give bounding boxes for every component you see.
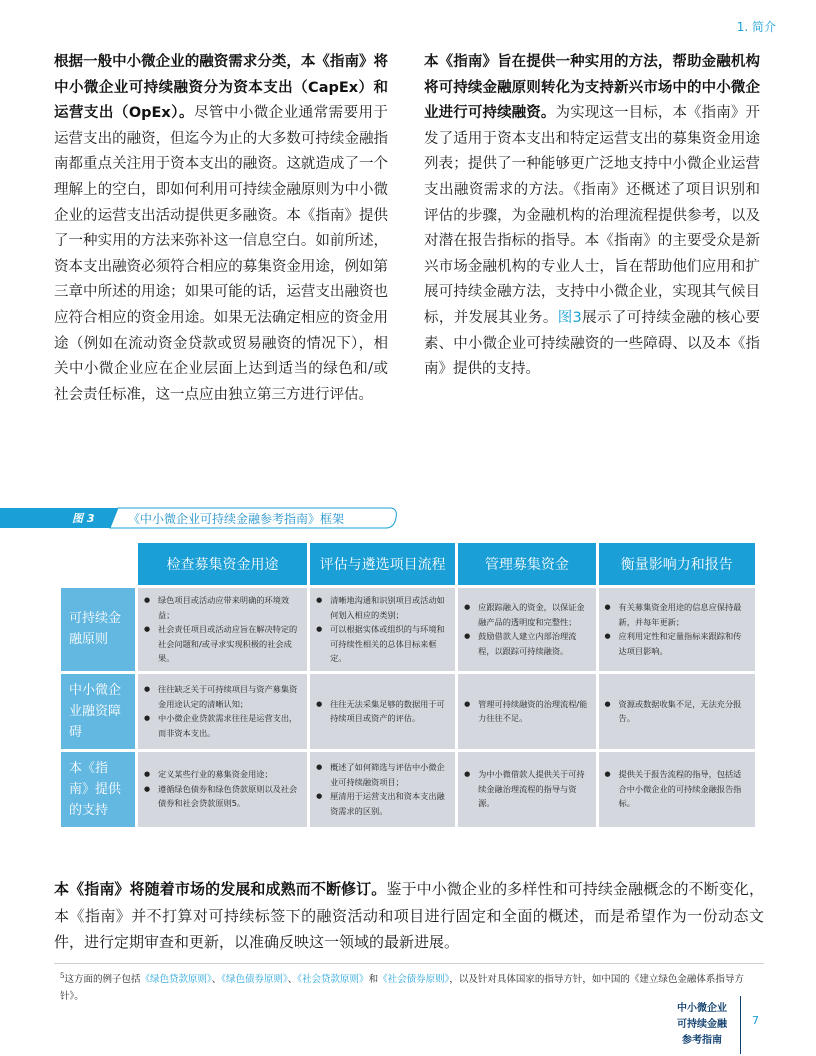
table-cell xyxy=(138,752,307,827)
bottom-lead-bold: 本《指南》将随着市场的发展和成熟而不断修订。 xyxy=(54,880,387,898)
list-item: ● 往往缺乏关于可持续项目与资产募集资金用途认定的清晰认知； xyxy=(158,682,301,711)
row-header-principles: 可持续金融原则 xyxy=(61,588,135,671)
right-lead-bold: 本《指南》旨在提供一种实用的方法，帮助金融机构将可持续金融原则转化为支持新兴市场中的中小微企业进行可持续融资。 xyxy=(424,54,760,122)
list-item: ● 应利用定性和定量指标来跟踪和传达项目影响。 xyxy=(619,629,749,658)
right-body-end: 展示了可持续金融的核心要素、中小微企业可持续融资的一些障碍、以及本《指南》提供的支持。 xyxy=(424,309,761,378)
footnote-link-social-loan[interactable]: 《社会贷款原则》 xyxy=(297,974,369,986)
table-cell xyxy=(458,752,595,827)
list-item: ● 社会责任项目或活动应旨在解决特定的社会问题和/或寻求实现积极的社会成果。 xyxy=(158,622,301,666)
table-cell xyxy=(310,674,455,749)
row-header-barriers: 中小微企业融资障碍 xyxy=(61,674,135,749)
footer-guide-line: 中小微企业 xyxy=(677,1003,727,1014)
list-item: ● 厘清用于运营支出和资本支出融资需求的区别。 xyxy=(330,789,449,818)
list-item: ● 绿色项目或活动应带来明确的环境效益； xyxy=(158,593,301,622)
table-row xyxy=(61,674,755,749)
table-cell xyxy=(458,588,595,671)
list-item: ● 定义某些行业的募集资金用途； xyxy=(158,767,301,782)
column-header-impact-reporting: 衡量影响力和报告 xyxy=(599,543,755,585)
table-cell xyxy=(310,752,455,827)
footnote-text-end: ，以及针对具体国家的指导方针，如中国的《建立绿色金融体系指导方针》。 xyxy=(60,974,744,1003)
section-label: 1. 简介 xyxy=(736,20,776,34)
list-item: ● 往往无法采集足够的数据用于可持续项目或资产的评估。 xyxy=(330,697,449,726)
table-corner xyxy=(61,543,135,585)
list-item: ● 清晰地沟通和识别项目或活动如何划入相应的类别； xyxy=(330,593,449,622)
footnote-link-green-loan[interactable]: 《绿色贷款原则》 xyxy=(140,974,212,986)
framework-table xyxy=(58,540,758,830)
figure-3-link[interactable]: 图3 xyxy=(557,309,582,326)
table-cell xyxy=(310,588,455,671)
footnote-separator: 、 xyxy=(211,974,222,986)
list-item: ● 提供关于报告流程的指导，包括适合中小微企业的可持续金融报告指标。 xyxy=(619,767,749,811)
list-item: ● 中小微企业贷款需求往往是运营支出，而非资本支出。 xyxy=(158,711,301,740)
page-number: 7 xyxy=(752,1014,759,1027)
list-item: ● 可以根据实体或组织的与环境和可持续性相关的总体目标来框定。 xyxy=(330,622,449,666)
list-item: ● 为中小微借款人提供关于可持续金融治理流程的指导与资源。 xyxy=(478,767,589,811)
row-header-guide-support: 本《指南》提供的支持 xyxy=(61,752,135,827)
footnote-link-social-bond[interactable]: 《社会债券原则》 xyxy=(378,974,450,986)
footnote xyxy=(60,968,760,1005)
figure-number: 图 3 xyxy=(72,512,95,525)
right-column-paragraph xyxy=(424,50,760,383)
table-cell xyxy=(599,674,755,749)
footer-divider xyxy=(740,996,741,1054)
table-row xyxy=(61,752,755,827)
table-cell xyxy=(138,674,307,749)
list-item: ● 概述了如何筛选与评估中小微企业可持续融资项目； xyxy=(330,760,449,789)
column-header-management-of-proceeds: 管理募集资金 xyxy=(458,543,595,585)
footer-guide-line: 参考指南 xyxy=(682,1035,722,1046)
list-item: ● 资源或数据收集不足，无法充分报告。 xyxy=(619,697,749,726)
footer-guide-title xyxy=(666,1001,738,1049)
column-header-use-of-proceeds: 检查募集资金用途 xyxy=(138,543,307,585)
list-item: ● 鼓励借款人建立内部治理流程，以跟踪可持续融资。 xyxy=(478,629,589,658)
footnote-link-green-bond[interactable]: 《绿色债券原则》 xyxy=(221,974,288,986)
list-item: ● 应跟踪融入的资金，以保证金融产品的透明度和完整性； xyxy=(478,600,589,629)
left-lead-bold: 根据一般中小微企业的融资需求分类，本《指南》将中小微企业可持续融资分为资本支出（CapEx）和运营支出（OpEx）。 xyxy=(54,54,388,122)
table-row xyxy=(61,588,755,671)
figure-caption-bar xyxy=(0,506,400,530)
table-cell xyxy=(458,674,595,749)
figure-title: 《中小微企业可持续金融参考指南》框架 xyxy=(128,512,345,526)
footnote-separator: 和 xyxy=(368,974,379,986)
footnote-text: 这方面的例子包括 xyxy=(64,974,141,986)
table-cell xyxy=(138,588,307,671)
list-item: ● 管理可持续融资的治理流程/能力往往不足。 xyxy=(478,697,589,726)
column-header-project-evaluation: 评估与遴选项目流程 xyxy=(310,543,455,585)
bottom-paragraph xyxy=(54,876,764,956)
bottom-body: 鉴于中小微企业的多样性和可持续金融概念的不断变化，本《指南》并不打算对可持续标签下的融资活动和项目进行固定和全面的概述，而是希望作为一份动态文件，进行定期审查和更新，以准确反映这一领域的最新进展。 xyxy=(54,880,764,951)
footer-guide-line: 可持续金融 xyxy=(677,1019,727,1030)
right-body: 为实现这一目标，本《指南》开发了适用于资本支出和特定运营支出的募集资金用途列表；提供了一种能够更广泛地支持中小微企业运营支出融资需求的方法。《指南》还概述了项目识别和评估的步骤，为金融机构的治理流程提供参考，以及对潜在报告指标的指导。本《指南》的主要受众是新兴市场金融机构的专业人士，旨在帮助他们应用和扩展可持续金融方法，支持中小微企业，实现其气候目标，并发展其业务。 xyxy=(424,105,761,326)
footnote-divider xyxy=(54,963,764,964)
list-item: ● 遵循绿色债券和绿色贷款原则以及社会债券和社会贷款原则5。 xyxy=(158,782,301,811)
table-cell xyxy=(599,752,755,827)
left-column-paragraph xyxy=(54,50,388,408)
footnote-marker: 5 xyxy=(60,972,65,980)
list-item: ● 有关募集资金用途的信息应保持最新，并每年更新； xyxy=(619,600,749,629)
table-cell xyxy=(599,588,755,671)
footnote-separator: 、 xyxy=(287,974,298,986)
left-body: 尽管中小微企业通常需要用于运营支出的融资，但迄今为止的大多数可持续金融指南都重点关注用于资本支出的融资。这就造成了一个理解上的空白，即如何利用可持续金融原则为中小微企业的运营支出活动提供更多融资。本《指南》提供了一种实用的方法来弥补这一信息空白。如前所述，资本支出融资必须符合相应的募集资金用途，例如第三章中所述的用途；如果可能的话，运营支出融资也应符合相应的资金用途。如果无法确定相应的资金用途（例如在流动资金贷款或贸易融资的情况下），相关中小微企业应在企业层面上达到适当的绿色和/或社会责任标准，这一点应由独立第三方进行评估。 xyxy=(54,105,389,403)
